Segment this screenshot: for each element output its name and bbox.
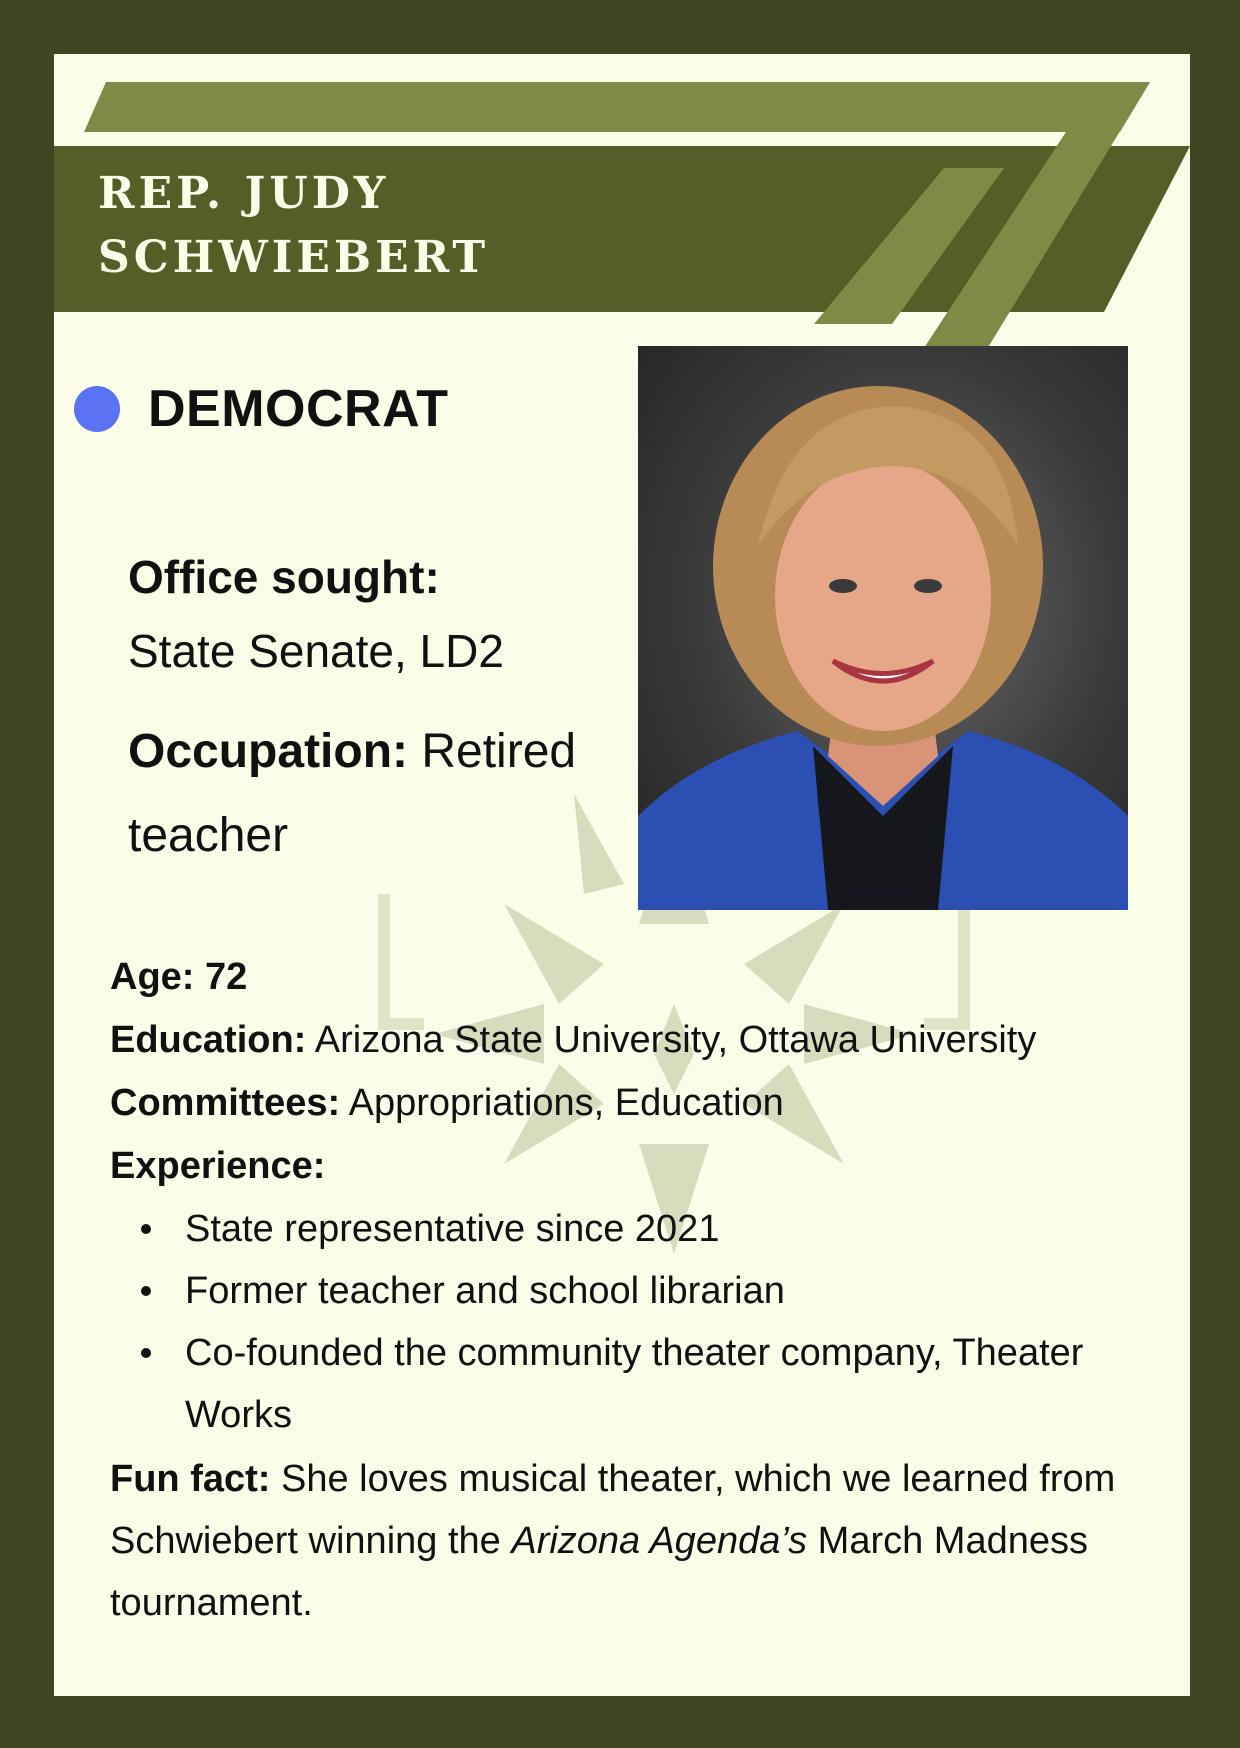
office-value: State Senate, LD2 [128, 625, 504, 677]
age-value: 72 [205, 956, 248, 998]
occupation-value: Retired teacher [128, 725, 577, 862]
age-row [110, 946, 1170, 1009]
party-affiliation [74, 374, 449, 444]
list-item: Former teacher and school librarian [185, 1260, 1170, 1322]
candidate-card [54, 54, 1190, 1696]
candidate-photo [638, 346, 1128, 910]
committees-label: Committees: [110, 1082, 341, 1124]
committees-value: Appropriations, Education [348, 1082, 784, 1124]
experience-list [110, 1198, 1170, 1446]
list-item: State representative since 2021 [185, 1198, 1170, 1260]
candidate-details [110, 946, 1170, 1634]
education-row [110, 1009, 1170, 1072]
office-label: Office sought: [128, 551, 440, 603]
party-dot-icon [74, 386, 120, 432]
publication-name: Arizona Agenda’s [511, 1520, 808, 1562]
experience-label: Experience: [110, 1145, 326, 1187]
fun-fact-text: She loves musical theater, which we learned from Schwiebert winning the [110, 1458, 1116, 1562]
list-item: Co-founded the community theater company, Theater Works [185, 1322, 1170, 1446]
fun-fact [110, 1448, 1170, 1634]
party-label: DEMOCRAT [148, 380, 449, 438]
fun-fact-label: Fun fact: [110, 1458, 271, 1500]
age-label: Age: [110, 956, 195, 998]
occupation [128, 710, 628, 878]
committees-row [110, 1072, 1170, 1135]
education-value: Arizona State University, Ottawa University [314, 1019, 1037, 1061]
office-sought [128, 540, 608, 688]
education-label: Education: [110, 1019, 307, 1061]
fun-fact-text-end: March Madness tournament. [110, 1520, 1088, 1624]
occupation-label: Occupation: [128, 725, 409, 778]
candidate-name: REP. JUDY SCHWIEBERT [98, 168, 490, 283]
